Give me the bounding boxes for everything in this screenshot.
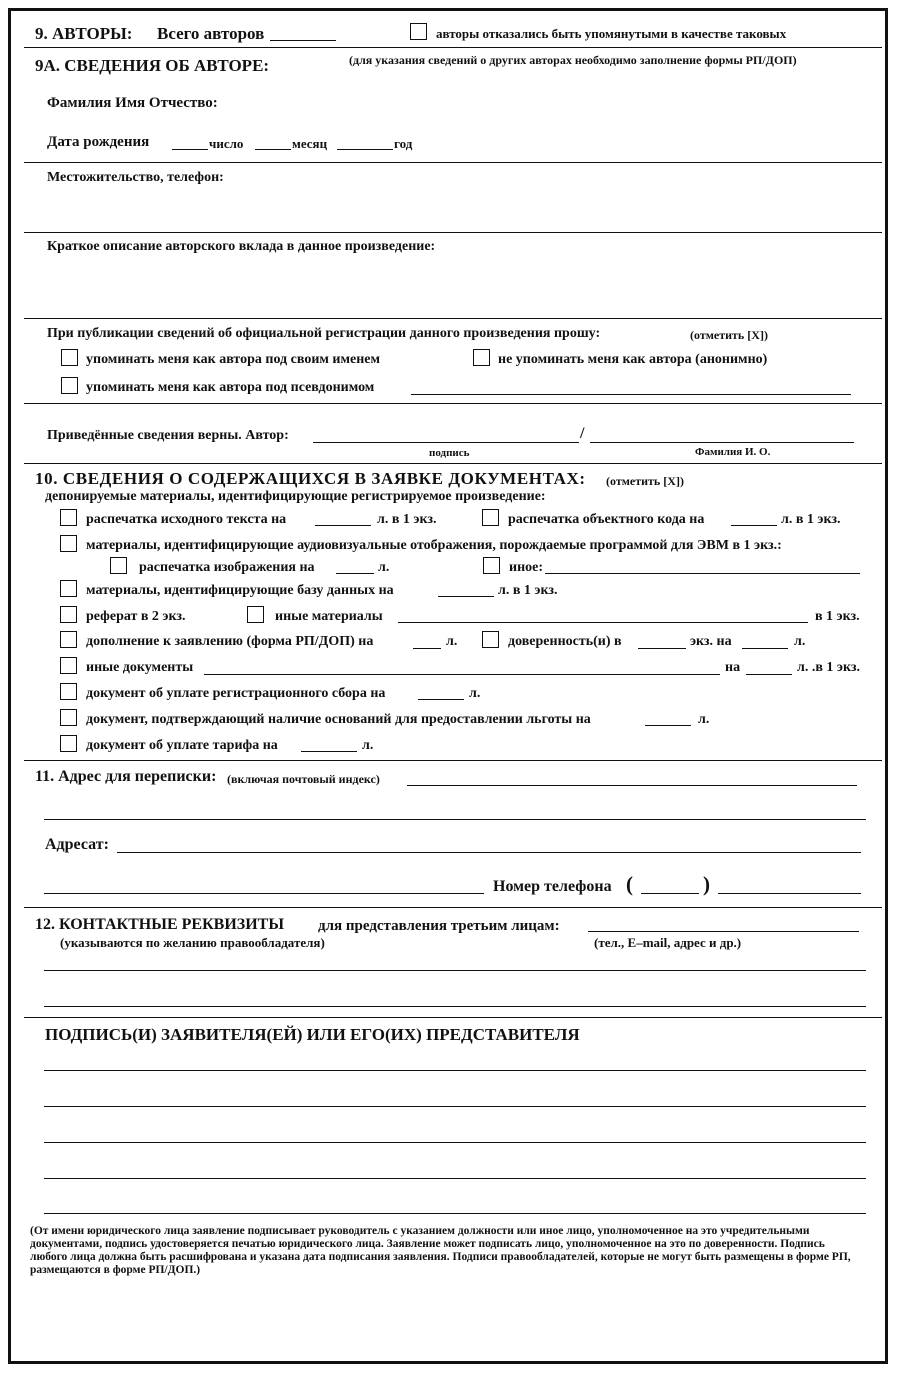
- birth-month-field[interactable]: [255, 149, 291, 150]
- opt-own-name-checkbox[interactable]: [61, 349, 78, 366]
- phone-code-field[interactable]: [641, 893, 699, 894]
- object-code-label: распечатка объектного кода на: [508, 512, 705, 527]
- db-pages-field[interactable]: [438, 596, 494, 597]
- av-materials-checkbox[interactable]: [60, 535, 77, 552]
- abstract-label: реферат в 2 экз.: [86, 609, 186, 624]
- images-pages-field[interactable]: [336, 573, 374, 574]
- divider: [24, 318, 882, 319]
- birth-month-caption: месяц: [292, 136, 328, 151]
- other-docs-field[interactable]: [204, 674, 720, 675]
- birth-year-field[interactable]: [337, 149, 393, 150]
- author-signature-field[interactable]: [313, 442, 579, 443]
- other-av-checkbox[interactable]: [483, 557, 500, 574]
- benefit-doc-checkbox[interactable]: [60, 709, 77, 726]
- divider: [24, 403, 882, 404]
- author-name-field[interactable]: [590, 442, 854, 443]
- signature-line[interactable]: [44, 1213, 866, 1214]
- addressee-field[interactable]: [117, 852, 861, 853]
- birth-day-caption: число: [209, 136, 244, 151]
- phone-number-field[interactable]: [718, 893, 861, 894]
- db-materials-checkbox[interactable]: [60, 580, 77, 597]
- supplement-label: дополнение к заявлению (форма РП/ДОП) на: [86, 634, 374, 649]
- contact-details-line-3[interactable]: [44, 1006, 866, 1007]
- signature-caption: подпись: [429, 447, 470, 459]
- section-9-title: 9. АВТОРЫ:: [35, 24, 133, 43]
- tariff-doc-pages-field[interactable]: [301, 751, 357, 752]
- birth-date-label: Дата рождения: [47, 134, 150, 150]
- fee-doc-pages-field[interactable]: [418, 699, 464, 700]
- other-docs-pages-field[interactable]: [746, 674, 792, 675]
- other-docs-mid: на: [725, 660, 741, 675]
- publication-label: При публикации сведений об официальной регистрации данного произведения прошу:: [47, 326, 601, 341]
- other-materials-label: иные материалы: [275, 609, 383, 624]
- section-9a-note: (для указания сведений о других авторах необходимо заполнение формы РП/ДОП): [349, 53, 797, 67]
- publication-mark-hint: (отметить [X]): [690, 328, 768, 342]
- phone-code-open-paren: (: [626, 872, 633, 896]
- authors-declined-label: авторы отказались быть упомянутыми в качестве таковых: [436, 26, 787, 41]
- section-12-title: 12. КОНТАКТНЫЕ РЕКВИЗИТЫ: [35, 916, 285, 933]
- contact-details-field[interactable]: [588, 931, 859, 932]
- phone-code-close-paren: ): [703, 872, 710, 896]
- fee-doc-label: документ об уплате регистрационного сбора на: [86, 686, 386, 701]
- confirm-label: Приведённые сведения верны. Автор:: [47, 428, 289, 443]
- av-materials-label: материалы, идентифицирующие аудиовизуальные отображения, порождаемые программой для ЭВМ в 1 экз.:: [86, 538, 782, 553]
- object-code-checkbox[interactable]: [482, 509, 499, 526]
- signature-line[interactable]: [44, 1178, 866, 1179]
- supplement-checkbox[interactable]: [60, 631, 77, 648]
- other-materials-checkbox[interactable]: [247, 606, 264, 623]
- section-9a-title: 9А. СВЕДЕНИЯ ОБ АВТОРЕ:: [35, 56, 270, 75]
- divider: [24, 907, 882, 908]
- addressee-field-line-2[interactable]: [44, 893, 484, 894]
- other-materials-tail: в 1 экз.: [815, 609, 860, 624]
- section-10-subtitle: депонируемые материалы, идентифицирующие регистрируемое произведение:: [45, 489, 546, 504]
- opt-anonymous-checkbox[interactable]: [473, 349, 490, 366]
- divider: [24, 232, 882, 233]
- total-authors-field[interactable]: [270, 40, 336, 41]
- address-field[interactable]: [407, 785, 857, 786]
- signature-section-title: ПОДПИСЬ(И) ЗАЯВИТЕЛЯ(ЕЙ) ИЛИ ЕГО(ИХ) ПРЕДСТАВИТЕЛЯ: [45, 1025, 580, 1044]
- other-av-label: иное:: [509, 560, 544, 575]
- other-docs-tail: л. .в 1 экз.: [797, 660, 860, 675]
- contribution-label: Краткое описание авторского вклада в данное произведение:: [47, 239, 436, 254]
- other-av-field[interactable]: [545, 573, 860, 574]
- object-pages-field[interactable]: [731, 525, 777, 526]
- benefit-doc-pages-field[interactable]: [645, 725, 691, 726]
- addressee-label: Адресат:: [45, 836, 109, 853]
- contact-details-line-2[interactable]: [44, 970, 866, 971]
- poa-copies-field[interactable]: [638, 648, 686, 649]
- residence-label: Местожительство, телефон:: [47, 170, 224, 185]
- signature-line[interactable]: [44, 1106, 866, 1107]
- opt-anonymous-label: не упоминать меня как автора (анонимно): [498, 352, 768, 367]
- section-12-note-left: (указываются по желанию правообладателя): [60, 935, 325, 950]
- source-printout-label: распечатка исходного текста на: [86, 512, 287, 527]
- section-10-title: 10. СВЕДЕНИЯ О СОДЕРЖАЩИХСЯ В ЗАЯВКЕ ДОКУМЕНТАХ:: [35, 469, 586, 488]
- section-12-note-right: (тел., E–mail, адрес и др.): [594, 935, 742, 950]
- section-11-title: 11. Адрес для переписки:: [35, 768, 217, 785]
- signature-line[interactable]: [44, 1070, 866, 1071]
- fio-label: Фамилия Имя Отчество:: [47, 95, 218, 111]
- divider: [24, 1017, 882, 1018]
- divider: [24, 162, 882, 163]
- name-caption: Фамилия И. О.: [695, 446, 771, 458]
- source-printout-checkbox[interactable]: [60, 509, 77, 526]
- other-materials-field[interactable]: [398, 622, 808, 623]
- benefit-doc-label: документ, подтверждающий наличие оснований для предоставлении льготы на: [86, 712, 591, 727]
- birth-year-caption: год: [394, 136, 413, 151]
- tariff-doc-tail: л.: [362, 738, 374, 753]
- fee-doc-checkbox[interactable]: [60, 683, 77, 700]
- phone-label: Номер телефона: [493, 878, 612, 895]
- db-materials-label: материалы, идентифицирующие базу данных на: [86, 583, 394, 598]
- authors-declined-checkbox[interactable]: [410, 23, 427, 40]
- section-10-mark-hint: (отметить [X]): [606, 474, 684, 488]
- separator-slash: /: [580, 425, 585, 442]
- benefit-doc-tail: л.: [698, 712, 710, 727]
- object-code-tail: л. в 1 экз.: [781, 512, 841, 527]
- poa-pages-field[interactable]: [742, 648, 788, 649]
- other-docs-checkbox[interactable]: [60, 657, 77, 674]
- power-of-attorney-mid: экз. на: [690, 634, 732, 649]
- source-pages-field[interactable]: [315, 525, 371, 526]
- other-docs-label: иные документы: [86, 660, 194, 675]
- signature-footnote: (От имени юридического лица заявление подписывает руководитель с указанием должности или иное лицо, уполномоченное на это учредительными документами, подпись удостоверяется печатью юридического лица. Заявление может подписать лицо, уполномоченное на это по доверенности. Подпись любого лица должна быть расшифрована и указана дата подписания заявления. Подписи правообладателей, которые не могут быть размещены в форме РП, размещаются в форме РП/ДОП.): [30, 1225, 851, 1276]
- supplement-tail: л.: [446, 634, 458, 649]
- source-printout-tail: л. в 1 экз.: [377, 512, 437, 527]
- opt-pseudonym-checkbox[interactable]: [61, 377, 78, 394]
- birth-day-field[interactable]: [172, 149, 208, 150]
- abstract-checkbox[interactable]: [60, 606, 77, 623]
- tariff-doc-label: документ об уплате тарифа на: [86, 738, 278, 753]
- pseudonym-field[interactable]: [411, 394, 851, 395]
- opt-own-name-label: упоминать меня как автора под своим именем: [86, 352, 381, 367]
- divider: [24, 760, 882, 761]
- section-11-note: (включая почтовый индекс): [227, 772, 380, 786]
- opt-pseudonym-label: упоминать меня как автора под псевдонимом: [86, 380, 375, 395]
- supplement-pages-field[interactable]: [413, 648, 441, 649]
- divider: [24, 463, 882, 464]
- power-of-attorney-label: доверенность(и) в: [508, 634, 622, 649]
- power-of-attorney-checkbox[interactable]: [482, 631, 499, 648]
- images-printout-label: распечатка изображения на: [139, 560, 315, 575]
- divider: [24, 47, 882, 48]
- total-authors-label: Всего авторов: [157, 24, 265, 43]
- power-of-attorney-tail: л.: [794, 634, 806, 649]
- db-materials-tail: л. в 1 экз.: [498, 583, 558, 598]
- address-field-line-2[interactable]: [44, 819, 866, 820]
- section-12-title-tail: для представления третьим лицам:: [318, 918, 560, 934]
- images-printout-tail: л.: [378, 560, 390, 575]
- images-printout-checkbox[interactable]: [110, 557, 127, 574]
- signature-line[interactable]: [44, 1142, 866, 1143]
- tariff-doc-checkbox[interactable]: [60, 735, 77, 752]
- fee-doc-tail: л.: [469, 686, 481, 701]
